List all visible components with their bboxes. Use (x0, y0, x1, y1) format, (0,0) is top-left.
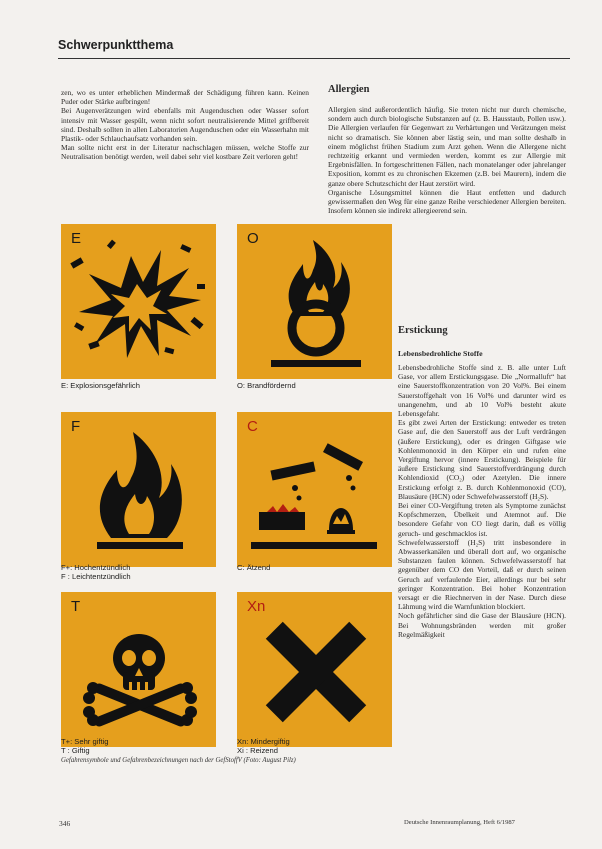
erstickung-heading: Erstickung (398, 325, 448, 336)
allergien-text (328, 105, 566, 215)
paragraph: Organische Lösungsmittel können die Haut entfetten und dadurch gewissermaßen den Weg für eine ganze Reihe verschiedener Allergien bereiten. Insofern können sie indirekt allergieerend sein. (328, 187, 566, 216)
hazard-symbol-t (61, 592, 216, 747)
caption-line: O: Brandfördernd (237, 381, 296, 390)
paragraph: zen, wo es unter erheblichen Mindermaß der Schädigung führen kann. Keinen Puder oder Stärke aufbringen! (61, 88, 309, 107)
paragraph: Schwefelwasserstoff (H₂S) tritt insbesondere in Abwasserkanälen und überall dort auf, wo organische Substanzen faulen können. Schwefelwasserstoff hat gegenüber dem CO den Vorteil, daß er durch seinen Geruch auf verfaulende Eier, allerdings nur bei sehr geringer Konzentration. Bei hoher Konzentration versagt er die Riechnerven in der Nase. Durch diese Lähmung wird die Warnfunktion blockiert. (398, 537, 566, 612)
corrosion-icon (237, 412, 392, 567)
hazard-symbol-f (61, 412, 216, 567)
symbol-letter: E (71, 230, 82, 247)
hazard-symbol-xn (237, 592, 392, 747)
caption-line: F+: Hochentzündlich (61, 563, 131, 572)
paragraph: Noch gefährlicher sind die Gase der Blausäure (HCN). Bei Wohnungsbränden werden mit großer Regelmäßigkeit (398, 611, 566, 639)
paragraph: Lebensbedrohliche Stoffe sind z. B. alle unter Luft Gase, vor allem Erstickungsgase. Die „Normalluft“ hat eine Sauerstoffkonzentration von 20 Vol%. Bei einem Sauerstoffgehalt von 16 Vol% und darunter wird es unangenehm, und ab 10 Vol% besteht akute Lebensgefahr. (398, 363, 566, 419)
figure-caption: Gefahrensymbole und Gefahrenbezeichnungen nach der GefStoffV (Foto: August Pilz) (61, 757, 296, 764)
symbol-letter: Xn (247, 598, 266, 615)
left-column-text (61, 88, 309, 162)
caption-line: Xi : Reizend (237, 746, 278, 755)
caption-line: T : Giftig (61, 746, 90, 755)
header-rule (58, 58, 570, 59)
caption-line: E: Explosionsgefährlich (61, 381, 140, 390)
allergien-heading: Allergien (328, 84, 370, 95)
section-title: Schwerpunktthema (58, 38, 174, 52)
paragraph: Man sollte nicht erst in der Literatur nachschlagen müssen, welche Stoffe zur Neutralisation benötigt werden, weil dabei sehr viel kostbare Zeit verloren geht! (61, 143, 309, 162)
hazard-symbol-c (237, 412, 392, 567)
paragraph: Bei Augenverätzungen wird ebenfalls mit Augenduschen oder Wasser sofort intensiv mit Wasser gespült, wenn nicht sofort neutralisierende Mittel griffbereit sind. Deshalb sollten in allen Laboratorien Augenduschen oder ein Wasserhahn mit Plastik- oder Schlauchaufsatz vorhanden sein. (61, 106, 309, 144)
flame-over-circle-icon (237, 224, 392, 379)
symbol-caption (237, 737, 290, 755)
symbol-letter: O (247, 230, 259, 247)
paragraph: Allergien sind außerordentlich häufig. Sie treten nicht nur durch chemische, sondern auch durch biologische Substanzen auf (z. B. Hausstaub, Pollen usw.). Die Allergien verlaufen für Gegenwart zu Verhärtungen und Verätzungen meist nicht so dramatisch. Sie können aber lästig sein, und man sollte deshalb in einem möglichst frühen Stadium zum Arzt gehen. Wenn die Allergene nicht rechtzeitig erkannt und vermieden werden, kommt es zur Allergie mit Ergebnisfällen. In fortgeschrittenen Fällen, nach monatelanger oder jahrelanger Exposition, kommt es zu chronischen Ekzemen (z.B. bei Maurern), indem die ganze obere Schutzschicht der Haut zerstört wird. (328, 105, 566, 188)
skull-crossbones-icon (61, 592, 216, 747)
symbol-caption (61, 381, 140, 390)
symbol-caption (237, 381, 296, 390)
paragraph: Bei einer CO-Vergiftung treten als Symptome zunächst Kopfschmerzen, Übelkeit und Atemnot auf. Die besondere Gefahr von CO liegt darin, daß es völlig geruch- und geschmacklos ist. (398, 501, 566, 538)
page-number: 346 (59, 819, 71, 828)
hazard-symbol-e (61, 224, 216, 379)
symbol-caption (237, 563, 270, 572)
symbol-caption (61, 563, 131, 581)
symbol-letter: F (71, 418, 81, 435)
erstickung-text (398, 363, 566, 639)
flame-icon (61, 412, 216, 567)
st-andrews-cross-icon (237, 592, 392, 747)
paragraph: Es gibt zwei Arten der Erstickung: entweder es treten Gase auf, die den Sauerstoff aus der Luft verdrängen (äußere Erstickung), oder es dringen Giftgase wie Kohlenmonoxid in den Körper ein und rufen eine Vergiftung hervor (innere Erstickung). Beispiele für äußere Erstickung sind Sauerstoffverdrängung durch Kohlendioxid (CO₂) oder Azetylen. Die innere Erstickung erfolgt z. B. durch Kohlenmonoxid (CO), Blausäure (HCN) oder Schwefelwasserstoff (H₂S). (398, 418, 566, 501)
caption-line: Xn: Mindergiftig (237, 737, 290, 746)
hazard-symbol-o (237, 224, 392, 379)
caption-line: F : Leichtentzündlich (61, 572, 131, 581)
symbol-letter: C (247, 418, 258, 435)
explosion-icon (61, 224, 216, 379)
journal-footer: Deutsche Innenraumplanung, Heft 6/1987 (404, 819, 515, 826)
erstickung-subheading: Lebensbedrohliche Stoffe (398, 349, 483, 358)
caption-line: C: Ätzend (237, 563, 271, 572)
symbol-letter: T (71, 598, 81, 615)
symbol-caption (61, 737, 108, 755)
caption-line: T+: Sehr giftig (61, 737, 109, 746)
